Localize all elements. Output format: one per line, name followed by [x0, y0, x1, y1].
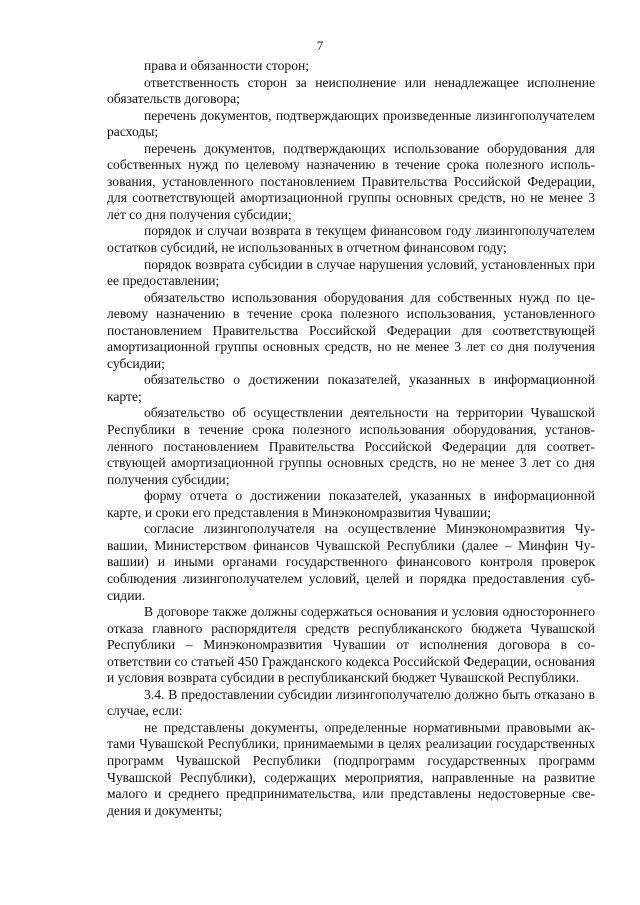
paragraph: порядок и случаи возврата в текущем финансовом году лизингополучателем остатков субсидий, не использованных в отчетном финансовом году; [107, 223, 595, 256]
paragraph: порядок возврата субсидии в случае нарушения условий, установленных при ее предоставлении; [107, 256, 595, 289]
paragraph: обязательство об осуществлении деятельности на территории Чувашской Республики в течение срока полезного использования оборудования, установленного постановлением Правительства Российской Федерации для соответствующей амортизационной группы основных средств, но не менее 3 лет со дня получения субсидии; [107, 405, 595, 487]
paragraph: не представлены документы, определенные нормативными правовыми актами Чувашской Республики, принимаемыми в целях реализации государственных программ Чувашской Республики (подпрограмм государственных программ Чувашской Республики), содержащих мероприятия, направленные на развитие малого и среднего предпринимательства, или представлены недостоверные сведения и документы; [107, 719, 595, 818]
paragraph: перечень документов, подтверждающих использование оборудования для собственных нужд по целевому назначению в течение срока полезного использования, установленного постановлением Правительства Российской Федерации, для соответствующей амортизационной группы основных средств, но не менее 3 лет со дня получения субсидии; [107, 140, 595, 222]
paragraph: 3.4. В предоставлении субсидии лизингополучателю должно быть отказано в случае, если: [107, 686, 595, 719]
page-number: 7 [316, 38, 324, 53]
document-body [107, 58, 595, 819]
paragraph: перечень документов, подтверждающих произведенные лизингополучателем расходы; [107, 107, 595, 140]
paragraph: ответственность сторон за неисполнение или ненадлежащее исполнение обязательств договора; [107, 74, 595, 107]
paragraph: обязательство о достижении показателей, указанных в информационной карте; [107, 372, 595, 404]
paragraph: форму отчета о достижении показателей, указанных в информационной карте, и сроки его представления в Минэкономразвития Чувашии; [107, 488, 595, 520]
paragraph: обязательство использования оборудования для собственных нужд по целевому назначению в течение срока полезного использования, установленного постановлением Правительства Российской Федерации для соответствующей амортизационной группы основных средств, но не менее 3 лет со дня получения субсидии; [107, 289, 595, 371]
paragraph: согласие лизингополучателя на осуществление Минэкономразвития Чувашии, Министерством финансов Чувашской Республики (далее – Минфин Чувашии) и иными органами государственного финансового контроля проверок соблюдения лизингополучателем условий, целей и порядка предоставления субсидии. [107, 521, 595, 603]
paragraph: В договоре также должны содержаться основания и условия одностороннего отказа главного распорядителя средств республиканского бюджета Чувашской Республики – Минэкономразвития Чувашии от исполнения договора в соответствии со статьей 450 Гражданского кодекса Российской Федерации, основания и условия возврата субсидии в республиканский бюджет Чувашской Республики. [107, 604, 595, 686]
paragraph: права и обязанности сторон; [144, 58, 310, 73]
